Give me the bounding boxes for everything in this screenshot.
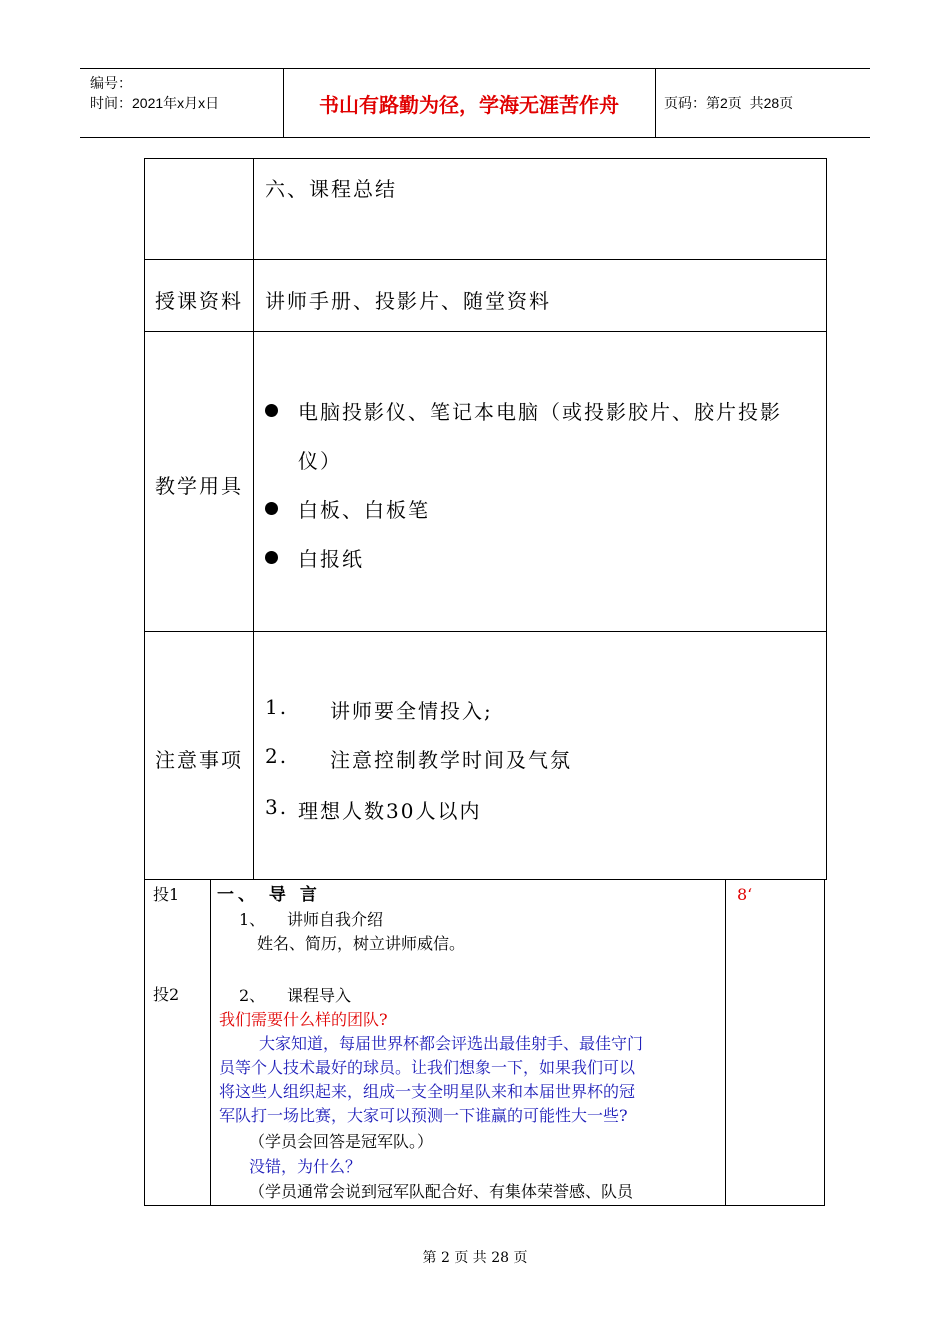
lesson-paragraph: 员等个人技术最好的球员。让我们想象一下，如果我们可以 — [219, 1058, 636, 1077]
materials-text: 讲师手册、投影片、随堂资料 — [265, 289, 551, 313]
table-row-divider — [145, 259, 826, 260]
bullet-icon — [265, 502, 278, 515]
duration-text: 8‘ — [737, 885, 753, 904]
item-text: 课程导入 — [287, 986, 352, 1005]
item-number: 1、 — [239, 910, 266, 929]
item-number: 2、 — [239, 986, 266, 1005]
notes-item-text: 理想人数30人以内 — [298, 799, 482, 823]
notes-label: 注意事项 — [155, 748, 243, 772]
materials-label: 授课资料 — [155, 289, 243, 313]
tools-label: 教学用具 — [155, 474, 243, 498]
lesson-plan-table — [144, 880, 825, 1206]
lesson-paragraph: 军队打一场比赛，大家可以预测一下谁赢的可能性大一些? — [219, 1106, 628, 1125]
table-row-divider — [145, 631, 826, 632]
tools-item: 电脑投影仪、笔记本电脑（或投影胶片、胶片投影 — [298, 400, 782, 424]
header-motto: 书山有路勤为径，学海无涯苦作舟 — [319, 94, 619, 117]
slide-ref: 投2 — [153, 985, 180, 1004]
header-page-total: 28 — [763, 95, 780, 111]
table-row-divider — [145, 331, 826, 332]
tools-item-continuation: 仪） — [298, 449, 342, 473]
notes-item-number: 1. — [265, 695, 289, 719]
lesson-paragraph: 将这些人组织起来，组成一支全明星队来和本届世界杯的冠 — [219, 1082, 636, 1101]
table-column-divider — [210, 880, 211, 1205]
header-meta — [90, 73, 219, 113]
bullet-icon — [265, 404, 278, 417]
date-line: 时间：2021年x月x日 — [90, 95, 220, 111]
serial-label: 编号： — [90, 75, 132, 91]
item-text: 讲师自我介绍 — [287, 910, 384, 929]
tools-item: 白报纸 — [298, 547, 364, 571]
course-summary-text: 六、课程总结 — [265, 177, 397, 201]
bullet-icon — [265, 551, 278, 564]
follow-up-question: 没错，为什么？ — [249, 1157, 362, 1176]
header-page-current: 2 — [720, 95, 728, 111]
item-detail: 姓名、简历，树立讲师威信。 — [257, 934, 466, 953]
notes-item-text: 注意控制教学时间及气氛 — [330, 748, 572, 772]
discussion-question: 我们需要什么样的团队? — [219, 1010, 388, 1029]
header-divider — [655, 69, 656, 137]
notes-item-number: 3. — [265, 795, 289, 819]
footer-page-total: 28 — [491, 1250, 510, 1266]
table-column-divider — [725, 880, 726, 1205]
tools-item: 白板、白板笔 — [298, 498, 430, 522]
student-answer: （学员通常会说到冠军队配合好、有集体荣誉感、队员 — [249, 1182, 634, 1201]
page-footer: 第 2 页 共 28 页 — [422, 1250, 528, 1266]
table-column-divider — [253, 159, 254, 879]
page-header — [80, 68, 870, 138]
header-page-info: 页码：第 2 页 共 28 页 — [664, 95, 794, 111]
slide-ref: 投1 — [153, 885, 180, 904]
notes-item-text: 讲师要全情投入; — [330, 699, 493, 723]
notes-item-number: 2. — [265, 744, 289, 768]
section-heading: 一、 导 言 — [217, 885, 321, 905]
student-answer: （学员会回答是冠军队。） — [249, 1132, 434, 1151]
course-info-table — [144, 158, 827, 880]
lesson-paragraph: 大家知道，每届世界杯都会评选出最佳射手、最佳守门 — [259, 1034, 644, 1053]
footer-page-current: 2 — [440, 1250, 450, 1266]
